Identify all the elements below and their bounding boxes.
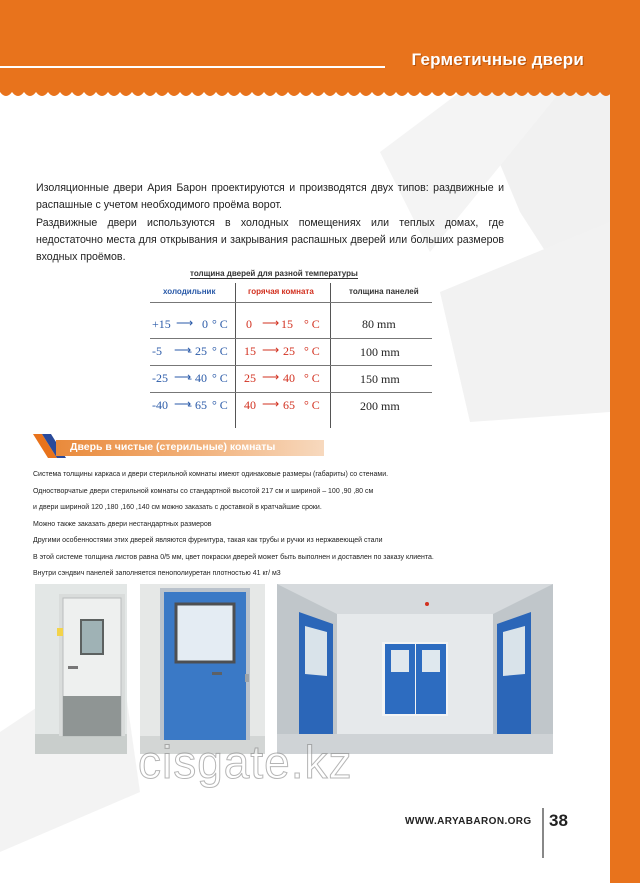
footer-divider bbox=[542, 808, 544, 858]
section-line: В этой системе толщина листов равна 0/5 мм, цвет покраски дверей может быть выполнен и доставлен по заказу клиента. bbox=[33, 553, 434, 561]
section-line: Другими особенностями этих дверей являются фурнитура, такая как трубы и ручки из нержавеющей стали bbox=[33, 537, 383, 544]
panel-thickness: 80 mm bbox=[362, 317, 396, 331]
page-title: Герметичные двери bbox=[411, 50, 584, 69]
section-line: Можно также заказать двери нестандартных размеров bbox=[33, 520, 212, 528]
section-line: Одностворчатые двери стерильной комнаты со стандартной высотой 217 см и шириной – 100 ,90 ,80 см bbox=[33, 487, 374, 495]
hot-to: 40 bbox=[283, 371, 295, 385]
header-band bbox=[0, 0, 640, 92]
degree-unit: ° C bbox=[304, 344, 320, 358]
arrow-icon: ⟶ bbox=[262, 343, 280, 357]
table-divider-2 bbox=[330, 283, 331, 428]
cold-to: - 65 bbox=[188, 398, 207, 412]
page-number: 38 bbox=[549, 811, 568, 830]
panel-thickness: 150 mm bbox=[360, 372, 400, 386]
arrow-icon: ⟶ bbox=[176, 316, 194, 330]
intro-paragraph-1: Изоляционные двери Ария Барон проектируются и производятся двух типов: раздвижные и распашные с учетом необходимого проёма ворот. bbox=[36, 182, 504, 212]
arrow-icon: ⟶ bbox=[174, 370, 192, 384]
intro-paragraph-2: Раздвижные двери используются в холодных помещениях или теплых домах, где недостаточно места для открывания и закрывания распашных дверей или больших размеров входных проёмов. bbox=[36, 216, 504, 264]
cold-to: - 40 bbox=[188, 371, 207, 385]
cold-from: -25 bbox=[152, 371, 168, 385]
photo-white-door bbox=[35, 584, 127, 754]
side-bar bbox=[610, 92, 640, 883]
section-line: Внутри сэндвич панелей заполняется пенополиуретан плотностью 41 кг/ м3 bbox=[33, 570, 281, 577]
photo-blue-door bbox=[140, 584, 265, 754]
arrow-icon: ⟶ bbox=[174, 343, 192, 357]
section-line: Система толщины каркаса и двери стерильной комнаты имеют одинаковые размеры (габариты) со стенами. bbox=[33, 471, 389, 478]
table-title: толщина дверей для разной температуры bbox=[190, 269, 358, 278]
intro-text bbox=[36, 180, 504, 266]
table-header-panel: толщина панелей bbox=[349, 287, 419, 296]
website-link[interactable]: WWW.ARYABARON.ORG bbox=[405, 816, 532, 827]
cold-to: 0 bbox=[202, 317, 208, 331]
table-row-line-1 bbox=[150, 338, 432, 339]
watermark: cisgate.kz bbox=[138, 736, 353, 788]
degree-unit: ° C bbox=[212, 398, 228, 412]
panel-thickness: 100 mm bbox=[360, 345, 400, 359]
hot-from: 15 bbox=[244, 344, 256, 358]
section-title: Дверь в чистые (стерильные) комнаты bbox=[70, 441, 276, 453]
degree-unit: ° C bbox=[304, 317, 320, 331]
cold-from: -40 bbox=[152, 398, 168, 412]
table-header-line bbox=[150, 302, 432, 303]
arrow-icon: ⟶ bbox=[262, 316, 280, 330]
degree-unit: ° C bbox=[212, 344, 228, 358]
table-header-cold: холодильник bbox=[163, 287, 216, 296]
section-line: и двери шириной 120 ,180 ,160 ,140 см можно заказать с доставкой в кратчайшие сроки. bbox=[33, 504, 322, 511]
table-header-hot: горячая комната bbox=[248, 287, 314, 296]
hot-to: 15 bbox=[281, 317, 293, 331]
header-scallop-edge bbox=[0, 86, 640, 100]
table-divider-1 bbox=[235, 283, 236, 428]
section-body bbox=[33, 467, 434, 583]
hot-to: 25 bbox=[283, 344, 295, 358]
cold-from: -5 bbox=[152, 344, 162, 358]
hot-from: 40 bbox=[244, 398, 256, 412]
degree-unit: ° C bbox=[212, 371, 228, 385]
hot-from: 25 bbox=[244, 371, 256, 385]
arrow-icon: ⟶ bbox=[174, 397, 192, 411]
table-row-line-2 bbox=[150, 365, 432, 366]
arrow-icon: ⟶ bbox=[262, 397, 280, 411]
header-divider bbox=[0, 66, 385, 68]
panel-thickness: 200 mm bbox=[360, 399, 400, 413]
photo-corridor-doors bbox=[277, 584, 553, 754]
cold-from: +15 bbox=[152, 317, 171, 331]
degree-unit: ° C bbox=[304, 398, 320, 412]
degree-unit: ° C bbox=[304, 371, 320, 385]
hot-from: 0 bbox=[246, 317, 252, 331]
table-row-line-3 bbox=[150, 392, 432, 393]
hot-to: 65 bbox=[283, 398, 295, 412]
cold-to: - 25 bbox=[188, 344, 207, 358]
degree-unit: ° C bbox=[212, 317, 228, 331]
arrow-icon: ⟶ bbox=[262, 370, 280, 384]
